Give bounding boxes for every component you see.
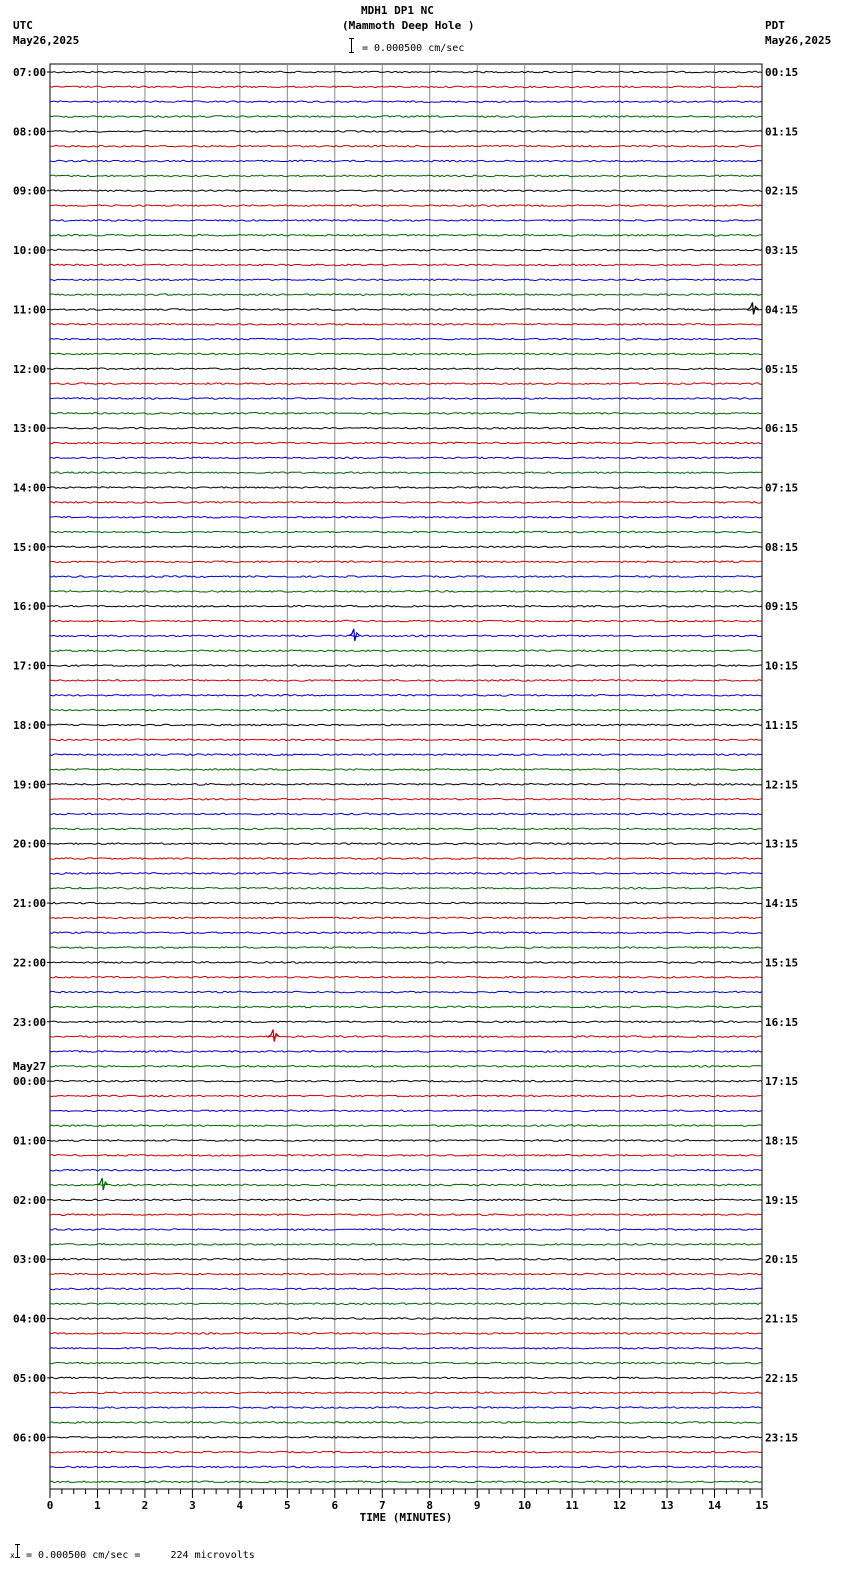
trace-line [50,1451,762,1453]
pdt-hour-label: 14:15 [765,897,799,911]
footer-scale-bar-icon: x [10,1542,22,1560]
trace-line [50,1347,762,1349]
x-tick-label: 11 [565,1499,579,1512]
pdt-hour-label: 23:15 [765,1431,799,1445]
pdt-hour-label: 08:15 [765,540,799,554]
pdt-hour-label: 17:15 [765,1075,799,1089]
utc-hour-label: 03:00 [13,1253,47,1267]
utc-hour-label: 23:00 [13,1015,47,1029]
trace-line [50,1422,762,1424]
utc-hour-label: 08:00 [13,125,47,139]
x-tick-label: 3 [189,1499,196,1512]
trace-line [50,205,762,207]
utc-hour-label: 14:00 [13,481,47,495]
trace-line [50,680,762,682]
trace-line [50,709,762,711]
trace-line [50,902,762,904]
pdt-hour-label: 10:15 [765,659,799,673]
utc-hour-label: 11:00 [13,303,47,317]
event-spike [268,1030,279,1042]
pdt-date-label: May26,2025 [765,34,832,47]
event-spike [748,302,759,314]
trace-line [50,917,762,919]
trace-line [50,1288,762,1290]
event-spike [349,629,360,641]
utc-hour-label: 07:00 [13,66,47,79]
x-tick-label: 14 [707,1499,722,1512]
scale-label: = 0.000500 cm/sec [362,43,465,54]
pdt-hour-label: 09:15 [765,600,799,614]
trace-line [50,249,762,251]
trace-line [50,1303,762,1305]
pdt-hour-label: 00:15 [765,66,799,79]
pdt-hour-label: 18:15 [765,1134,799,1148]
trace-line [50,71,762,73]
utc-hour-label: 20:00 [13,837,47,851]
trace-line [50,86,762,88]
trace-line [50,398,762,400]
trace-line [50,620,762,622]
trace-line [50,368,762,370]
trace-line [50,442,762,444]
trace-line [50,1006,762,1008]
utc-hour-label: 06:00 [13,1431,47,1445]
trace-line [50,695,762,697]
pdt-hour-label: 19:15 [765,1193,799,1207]
x-tick-label: 4 [236,1499,244,1512]
site-name: (Mammoth Deep Hole ) [342,19,475,32]
utc-hour-label: 21:00 [13,897,47,911]
x-tick-label: 13 [660,1499,674,1512]
utc-zone-label: UTC [13,19,33,32]
trace-line [50,338,762,340]
trace-line [50,1125,762,1127]
trace-line [50,635,762,637]
utc-hour-label: 12:00 [13,362,47,376]
trace-line [50,457,762,459]
pdt-hour-label: 22:15 [765,1371,799,1385]
x-axis-label: TIME (MINUTES) [359,1511,453,1524]
x-tick-label: 7 [378,1499,386,1512]
pdt-hour-label: 16:15 [765,1015,799,1029]
trace-line [50,1481,762,1483]
x-tick-label: 2 [141,1499,149,1512]
trace-line [50,294,762,296]
trace-line [50,1437,762,1439]
trace-line [50,813,762,815]
trace-line [50,784,762,786]
trace-line [50,472,762,474]
trace-line [50,962,762,964]
utc-hour-label: 00:00 [13,1075,47,1089]
trace-line [50,190,762,192]
trace-line [50,1184,762,1186]
trace-line [50,1273,762,1275]
trace-line [50,576,762,578]
trace-line [50,131,762,133]
trace-line [50,1318,762,1320]
trace-line [50,516,762,518]
trace-line [50,739,762,741]
utc-hour-label: 04:00 [13,1312,47,1326]
pdt-hour-label: 12:15 [765,778,799,792]
trace-line [50,843,762,845]
pdt-hour-label: 06:15 [765,422,799,436]
station-title: MDH1 DP1 NC [361,4,434,17]
utc-hour-label: 09:00 [13,184,47,198]
trace-line [50,1199,762,1201]
trace-line [50,531,762,533]
utc-date-label: May26,2025 [13,34,80,47]
trace-line [50,220,762,222]
pdt-hour-label: 13:15 [765,837,799,851]
utc-hour-label: 18:00 [13,718,47,732]
trace-line [50,546,762,548]
trace-line [50,605,762,607]
utc-hour-label: 22:00 [13,956,47,970]
pdt-zone-label: PDT [765,19,785,32]
x-tick-label: 6 [331,1499,339,1512]
pdt-hour-label: 03:15 [765,244,799,258]
trace-line [50,264,762,266]
utc-hour-label: 01:00 [13,1134,47,1148]
x-tick-label: 10 [518,1499,532,1512]
trace-line [50,1258,762,1260]
trace-line [50,1051,762,1053]
trace-line [50,665,762,667]
trace-line [50,1466,762,1468]
trace-line [50,976,762,978]
trace-line [50,754,762,756]
pdt-hour-label: 11:15 [765,718,799,732]
trace-line [50,1169,762,1171]
x-tick-label: 15 [755,1499,769,1512]
utc-hour-label: 13:00 [13,422,47,436]
trace-line [50,1362,762,1364]
trace-line [50,234,762,236]
x-tick-label: 8 [426,1499,434,1512]
trace-line [50,309,762,311]
trace-line [50,1214,762,1216]
pdt-hour-label: 01:15 [765,125,799,139]
trace-line [50,1021,762,1023]
trace-line [50,1110,762,1112]
trace-line [50,1244,762,1246]
x-tick-label: 1 [94,1499,101,1512]
trace-line [50,561,762,563]
utc-hour-label: 15:00 [13,540,47,554]
trace-line [50,591,762,593]
trace-line [50,932,762,934]
trace-line [50,887,762,889]
trace-line [50,353,762,355]
trace-line [50,116,762,118]
x-tick-label: 9 [473,1499,481,1512]
utc-hour-label: 16:00 [13,600,47,614]
trace-line [50,160,762,162]
trace-line [50,1095,762,1097]
trace-line [50,1036,762,1038]
trace-line [50,1333,762,1335]
utc-hour-label: 02:00 [13,1193,47,1207]
event-spike [97,1178,108,1190]
trace-line [50,324,762,326]
trace-line [50,650,762,652]
trace-line [50,798,762,800]
pdt-hour-label: 21:15 [765,1312,799,1326]
trace-line [50,724,762,726]
pdt-hour-label: 07:15 [765,481,799,495]
x-tick-label: 0 [46,1499,54,1512]
trace-line [50,427,762,429]
utc-hour-label: 05:00 [13,1371,47,1385]
pdt-hour-label: 05:15 [765,362,799,376]
x-tick-label: 12 [612,1499,627,1512]
utc-hour-label: 19:00 [13,778,47,792]
trace-line [50,873,762,875]
trace-line [50,101,762,103]
pdt-hour-label: 20:15 [765,1253,799,1267]
trace-line [50,487,762,489]
trace-line [50,991,762,993]
pdt-hour-label: 04:15 [765,303,799,317]
pdt-hour-label: 15:15 [765,956,799,970]
trace-line [50,1407,762,1409]
utc-hour-label: 10:00 [13,244,47,258]
trace-line [50,1229,762,1231]
trace-line [50,1066,762,1068]
trace-line [50,413,762,415]
trace-line [50,828,762,830]
trace-line [50,769,762,771]
trace-line [50,1392,762,1394]
trace-line [50,145,762,147]
x-tick-label: 5 [284,1499,291,1512]
trace-line [50,175,762,177]
trace-line [50,1140,762,1142]
footer-scale-label: = 0.000500 cm/sec = 224 microvolts [26,1550,255,1561]
trace-line [50,502,762,504]
trace-line [50,1377,762,1379]
trace-line [50,858,762,860]
trace-line [50,383,762,385]
plot-frame [50,64,762,1489]
trace-line [50,947,762,949]
trace-line [50,1080,762,1082]
trace-line [50,1155,762,1157]
utc-hour-label: 17:00 [13,659,47,673]
date-change-label: May27 [13,1060,47,1074]
pdt-hour-label: 02:15 [765,184,799,198]
trace-line [50,279,762,281]
